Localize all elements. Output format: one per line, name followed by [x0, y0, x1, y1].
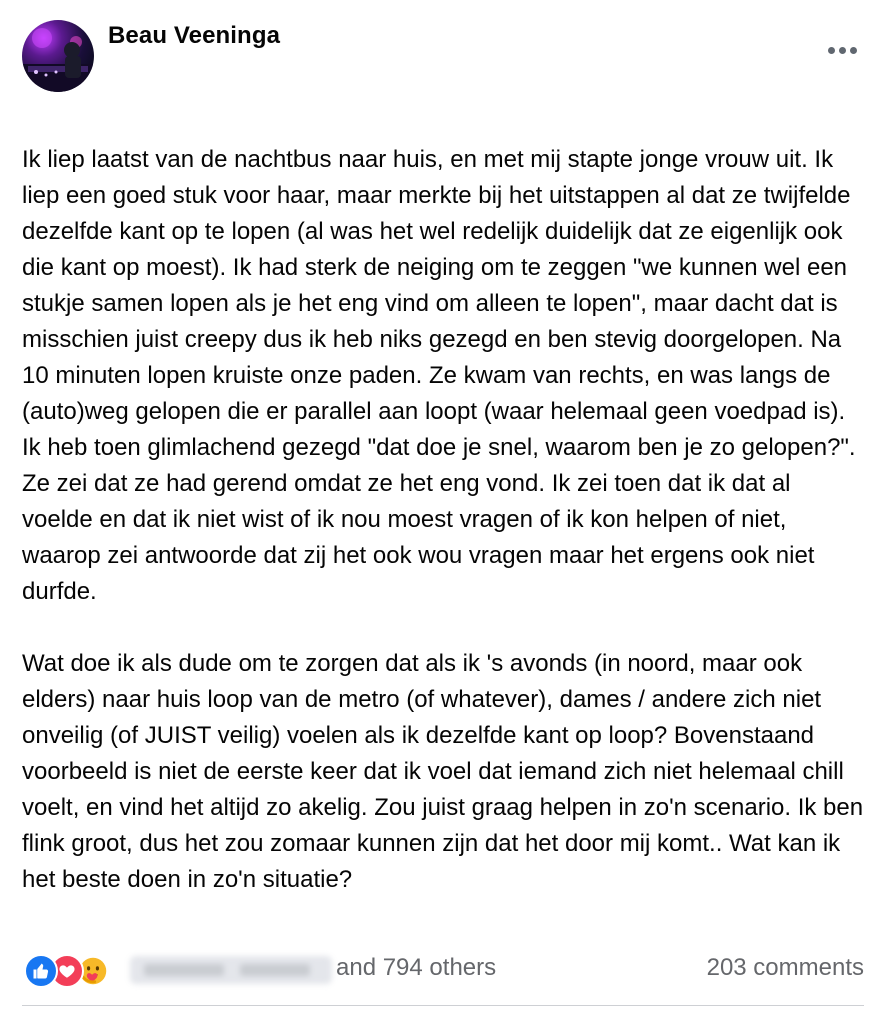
author-avatar[interactable]	[22, 20, 94, 92]
more-options-button[interactable]	[822, 38, 862, 62]
comments-count[interactable]: 203 comments	[706, 954, 864, 981]
footer-divider	[22, 1005, 864, 1006]
more-dot-icon	[850, 47, 857, 54]
post-header	[22, 20, 862, 92]
blurred-reactor-name[interactable]	[130, 956, 332, 984]
post-paragraph: Ik liep laatst van de nachtbus naar huis, en met mij stapte jonge vrouw uit. Ik liep een goed stuk voor haar, maar merkte bij het uitstappen al dat ze twijfelde dezelfde kant op te lopen (al was het wel redelijk duidelijk dat ze eigenlijk ook die kant op moest). Ik had sterk de neiging om te zeggen "we kunnen wel een stukje samen lopen als je het eng vind om alleen te lopen", maar dacht dat is misschien juist creepy dus ik heb niks gezegd en ben stevig doorgelopen. Na 10 minuten lopen kruiste onze paden. Ze kwam van rechts, en was langs de (auto)weg gelopen die er parallel aan loopt (waar helemaal geen voedpad is). Ik heb toen glimlachend gezegd "dat doe je snel, waarom ben je zo gelopen?". Ze zei dat ze had gerend omdat ze het eng vond. Ik zei toen dat ik dat al voelde en dat ik niet wist of ik nou moest vragen of ik kon helpen of niet, waarop zei antwoorde dat zij het ook wou vragen maar het ergens ook niet durfde.	[22, 146, 856, 605]
like-icon	[24, 954, 58, 988]
post-body	[22, 106, 864, 934]
author-name[interactable]: Beau Veeninga	[108, 22, 281, 49]
more-dot-icon	[828, 47, 835, 54]
post-paragraph: Wat doe ik als dude om te zorgen dat als ik 's avonds (in noord, maar ook elders) naar huis loop van de metro (of whatever), dames / andere zich niet onveilig (of JUIST veilig) voelen als ik dezelfde kant op loop? Bovenstaand voorbeeld is niet de eerste keer dat ik voel dat iemand zich niet helemaal chill voelt, en vind het altijd zo akelig. Zou juist graag helpen in zo'n scenario. Ik ben flink groot, dus het zou zomaar kunnen zijn dat het door mij komt.. Wat kan ik het beste doen in zo'n situatie?	[22, 650, 864, 893]
avatar-image-icon	[22, 20, 94, 92]
reaction-summary[interactable]	[24, 954, 134, 988]
more-dot-icon	[839, 47, 846, 54]
post-footer	[22, 948, 864, 992]
reaction-count[interactable]: and 794 others	[336, 954, 497, 981]
